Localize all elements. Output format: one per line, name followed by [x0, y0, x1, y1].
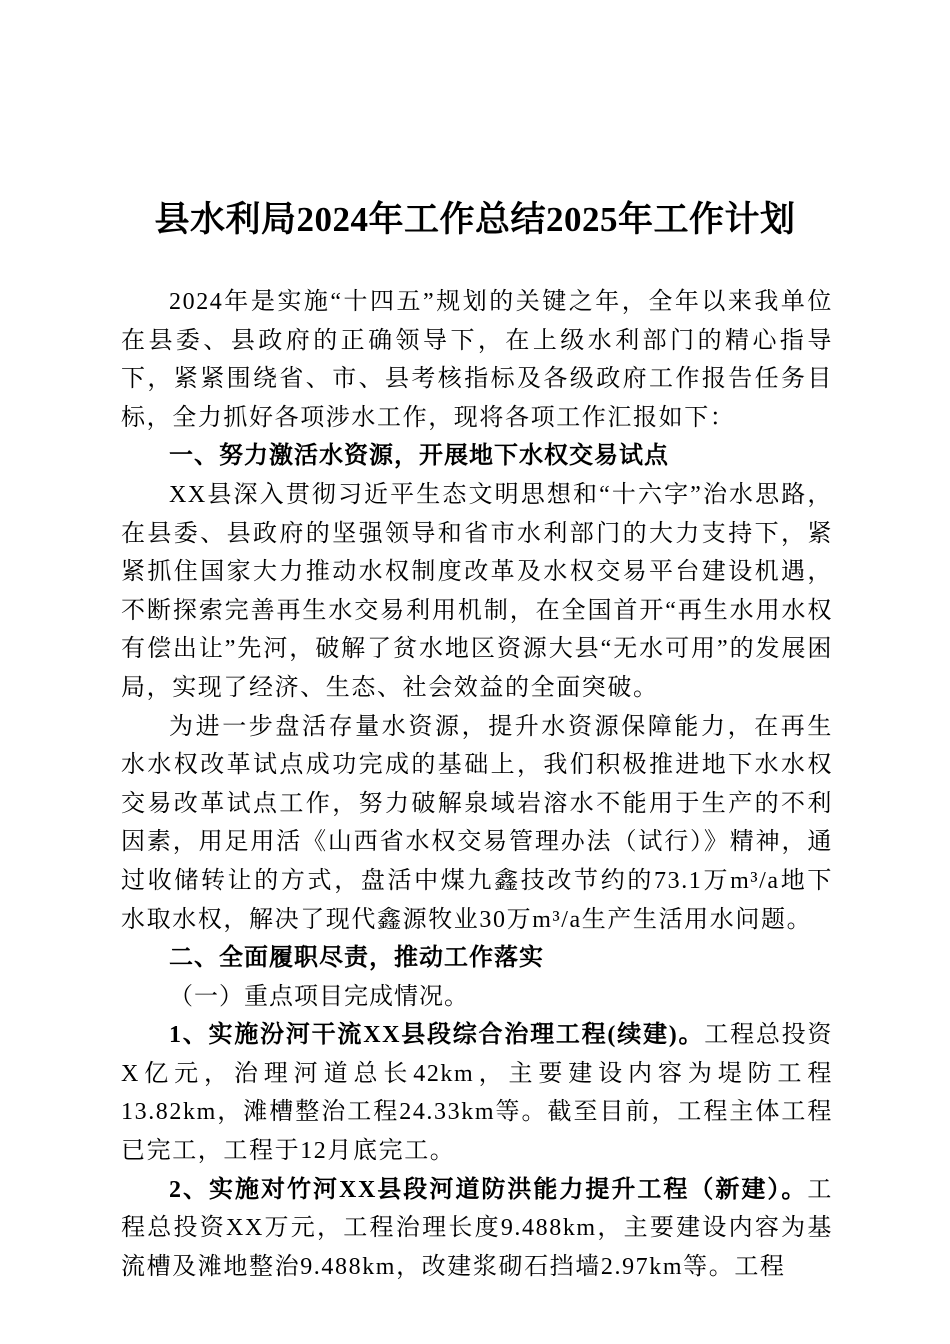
intro-paragraph: 2024年是实施“十四五”规划的关键之年，全年以来我单位在县委、县政府的正确领导下，在上级水利部门的精心指导下，紧紧围绕省、市、县考核指标及各级政府工作报告任务目标，全力抓好各项涉水工作，现将各项工作汇报如下： [121, 289, 833, 431]
subsection-heading-1: （一）重点项目完成情况。 [169, 983, 469, 1010]
document-title: 县水利局2024年工作总结2025年工作计划 [154, 200, 796, 239]
project-item-1-lead: 1、实施汾河干流XX县段综合治理工程(续建)。 [169, 1022, 705, 1049]
project-item-2-text: 工程总投资XX万元，工程治理长度9.488km，主要建设内容为基流槽及滩地整治9.488km，改建浆砌石挡墙2.97km等。工程 [121, 1176, 833, 1280]
project-item-2-lead: 2、实施对竹河XX县段河道防洪能力提升工程（新建）。 [169, 1176, 808, 1203]
document-body [121, 283, 833, 1286]
section-1-paragraph-2: 为进一步盘活存量水资源，提升水资源保障能力，在再生水水权改革试点成功完成的基础上，我们积极推进地下水水权交易改革试点工作，努力破解泉域岩溶水不能用于生产的不利因素，用足用活《山西省水权交易管理办法（试行）》精神，通过收储转让的方式，盘活中煤九鑫技改节约的73.1万m³/a地下水取水权，解决了现代鑫源牧业30万m³/a生产生活用水问题。 [121, 713, 833, 933]
section-heading-1: 一、努力激活水资源，开展地下水权交易试点 [169, 443, 669, 470]
project-item-1-text: 工程总投资X亿元，治理河道总长42km，主要建设内容为堤防工程13.82km，滩槽整治工程24.33km等。截至目前，工程主体工程已完工，工程于12月底完工。 [121, 1022, 833, 1165]
project-item-1 [121, 1016, 833, 1170]
section-heading-2: 二、全面履职尽责，推动工作落实 [169, 945, 544, 972]
section-1-paragraph-1: XX县深入贯彻习近平生态文明思想和“十六字”治水思路，在县委、县政府的坚强领导和省市水利部门的大力支持下，紧紧抓住国家大力推动水权制度改革及水权交易平台建设机遇，不断探索完善再生水交易利用机制，在全国首开“再生水用水权有偿出让”先河，破解了贫水地区资源大县“无水可用”的发展困局，实现了经济、生态、社会效益的全面突破。 [121, 481, 833, 701]
project-item-2 [121, 1171, 833, 1287]
